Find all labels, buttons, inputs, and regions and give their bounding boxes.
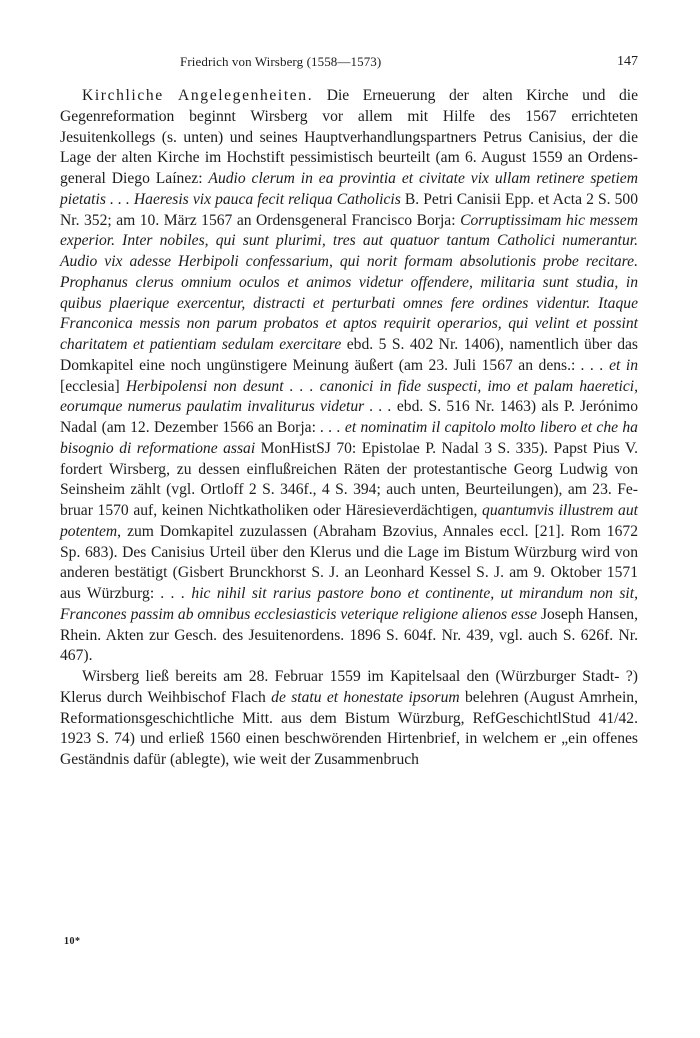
text-run: Wirsberg ließ bereits am 28. Februar 1559 im Kapitelsaal den (Würzburger Stadt- ?) Klerus durch Weihbischof Flach (60, 668, 638, 706)
latin-quote: Herbipolensi non desunt . . . canonici in fide suspecti, imo et palam haeretici, eorumque numerus paulatim invaliturus videtur . . . (60, 377, 638, 416)
text-run: MonHistSJ 70: Epistolae P. Nadal 3 S. 335). Papst Pius V. fordert Wirsberg, zu dessen einflußreichen Räten der protestantische Georg Ludwig von Seinsheim zählt (vgl. Ortloff 2 S. 346f., 4 S. 394; auch unten, Beurteilungen), am 23. Februar 1570 auf, keinen Nichtkatholiken oder Häresieverdächtigen, (60, 439, 638, 519)
running-title: Friedrich von Wirsberg (1558—1573) (180, 54, 382, 69)
text-run: B. Petri Canisii Epp. et Acta 2 S. 500 Nr. 352; am 10. März 1567 an Ordensgeneral Francisco Borja: (60, 190, 638, 229)
page-number: 147 (617, 54, 638, 69)
latin-quote: . . . et in (580, 356, 638, 374)
paragraph-church-affairs (60, 86, 638, 667)
latin-quote: . . . hic nihil sit rarius pastore bono et continente, ut mirandum non sit, Francones passim ab omnibus ecclesiasticis veterique religione alienos esse (60, 585, 638, 623)
latin-quote: quantumvis illustrem aut potentem (60, 502, 638, 540)
body-text (60, 86, 638, 771)
running-head (60, 52, 638, 72)
paragraph-wirsberg-clergy (60, 667, 638, 771)
text-run: Die Erneuerung der alten Kirche und die Gegenreformation beginnt Wirsberg vor allem mit Hilfe des 1567 errichteten Jesuitenkollegs (s. unten) und seines Hauptverhandlungspartners Petrus Canisius, der die Lage der alten Kirche im Hochstift pessimistisch beurteilt (am 6. August 1559 an Ordensgeneral Diego Laínez: (60, 87, 639, 187)
italian-quote: . . . et nominatim il capitolo molto libero et che ha bisognio di reformatione assai (60, 419, 638, 457)
text-run: ebd. 5 S. 402 Nr. 1406), namentlich über das Domkapitel eine noch ungünstigere Meinung äußert (am 23. Juli 1567 an dens.: (60, 336, 638, 374)
text-run: , zum Domkapitel zuzulassen (Abraham Bzovius, Annales eccl. [21]. Rom 1672 Sp. 683). Des Canisius Urteil über den Klerus und die Lage im Bistum Würzburg wird von anderen bestätigt (Gisbert Brunckhorst S. J. an Leonhard Kessel S. J. am 9. Oktober 1571 aus Würzburg: (60, 522, 638, 602)
signature-mark: 10* (64, 936, 81, 947)
latin-quote: de statu et honestate ipsorum (271, 688, 460, 706)
section-heading: Kirchliche Angelegenheiten. (82, 87, 314, 104)
text-run: belehren (August Amrhein, Reformationsgeschichtliche Mitt. aus dem Bistum Würzburg, RefGeschichtlStud 41/42. 1923 S. 74) und erließ 1560 einen beschwörenden Hirtenbrief, in welchem er „ein offenes Geständnis dafür (ablegte), wie weit der Zusammenbruch (60, 688, 638, 768)
latin-quote: Corruptissimam hic messem experior. Inter nobiles, qui sunt plurimi, tres aut quatuor tantum Catholici numerantur. Audio vix adesse Herbipoli confessarium, qui norit formam absolutionis probe recitare. Prophanus clerus omnium oculos et animos videtur offendere, militaria sunt studia, in quibus plaerique exercentur, distracti et perturbati omnes fere ordines videntur. Itaque Franconica messis non parum probatos et aptos requirit operarios, qui velint et possint charitatem et patientiam sedulam exercitare (60, 211, 638, 353)
text-run: Joseph Hansen, Rhein. Akten zur Gesch. des Jesuitenordens. 1896 S. 604f. Nr. 439, vgl. auch S. 626f. Nr. 467). (60, 605, 638, 665)
latin-quote: Audio clerum in ea provintia et civitate vix ullam retinere spetiem pietatis . . . Haeresis vix pauca fecit reliqua Catholicis (60, 170, 638, 208)
editorial-insertion: [ecclesia] (60, 377, 120, 395)
text-run: ebd. S. 516 Nr. 1463) als P. Jerónimo Nadal (am 12. Dezember 1566 an Borja: (60, 398, 638, 436)
